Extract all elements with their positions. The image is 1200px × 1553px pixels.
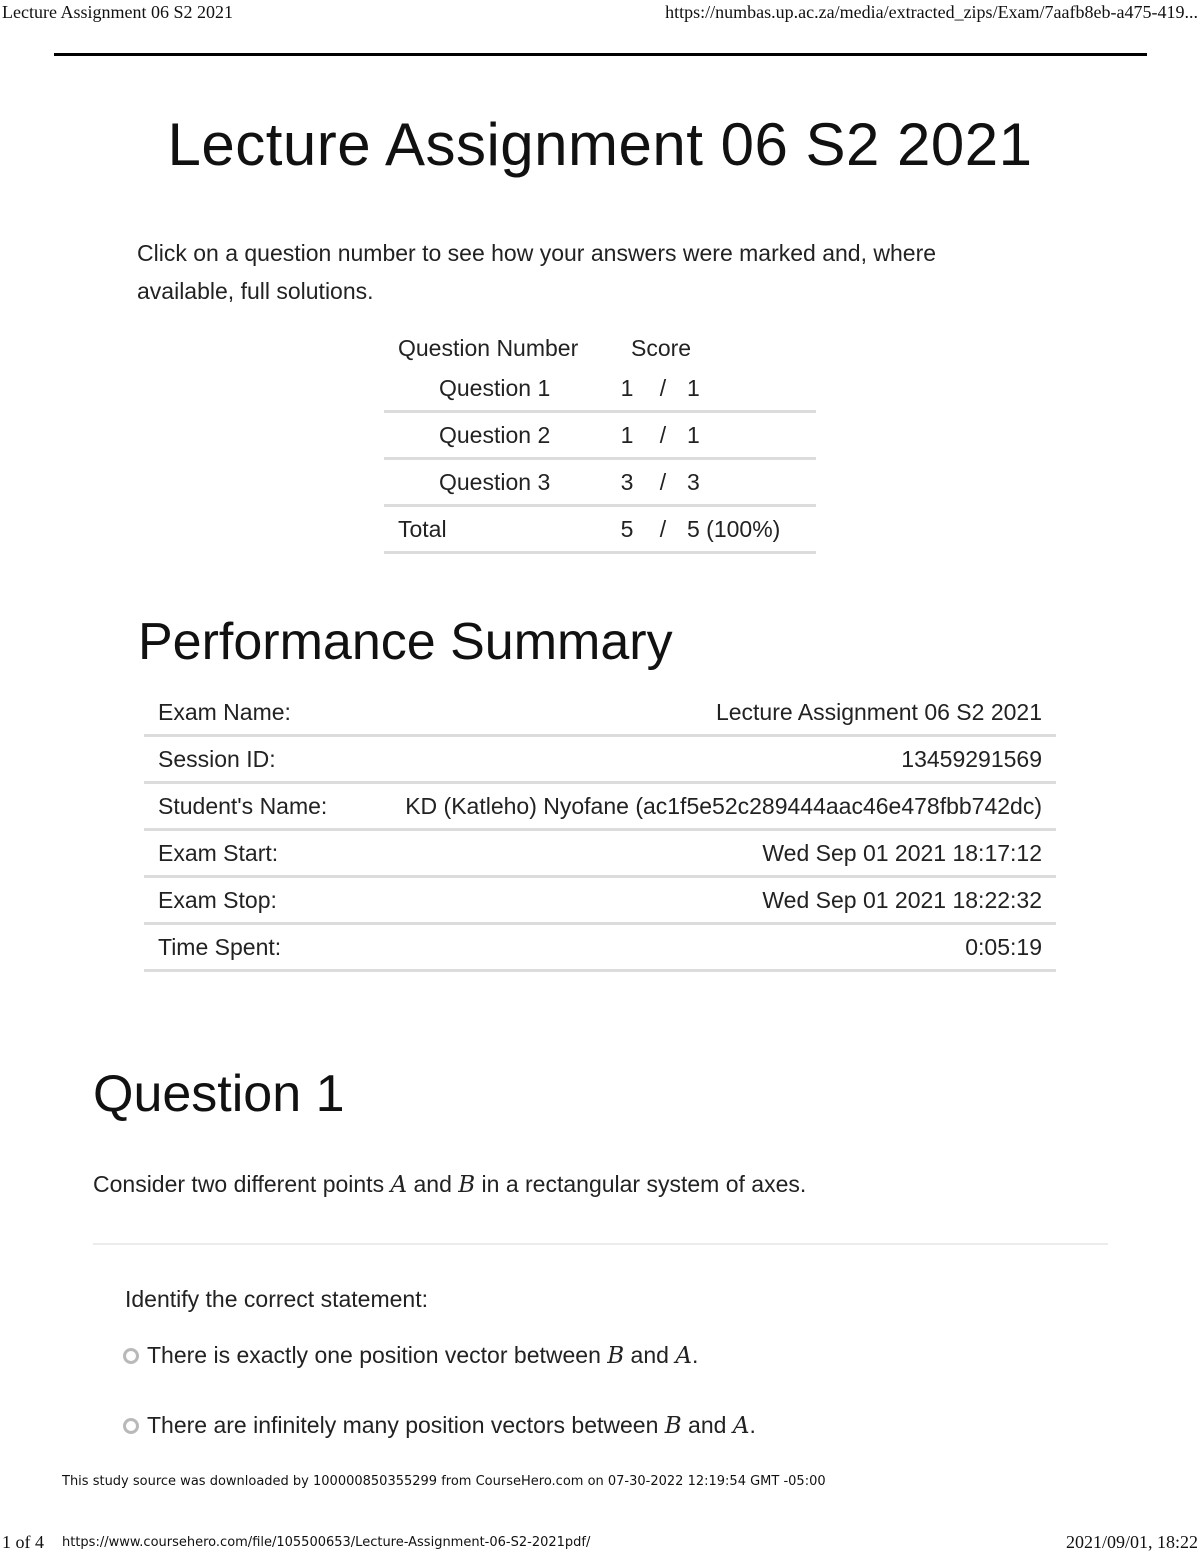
option-text-part: There are infinitely many position vectors between [147, 1412, 665, 1438]
summary-value: KD (Katleho) Nyofane (ac1f5e52c289444aac46e478fbb742dc) [358, 783, 1056, 830]
total-label: Total [384, 506, 609, 553]
question-heading: Question 1 [93, 1065, 345, 1123]
question-statement [93, 1171, 806, 1198]
option-text [147, 1412, 756, 1439]
summary-value: 13459291569 [358, 736, 1056, 783]
score-max: 1 [681, 412, 816, 459]
table-row[interactable] [384, 366, 816, 412]
answer-option[interactable] [123, 1412, 756, 1439]
score-table-header [384, 330, 816, 366]
option-text-part: and [681, 1412, 733, 1438]
radio-button-icon[interactable] [123, 1348, 139, 1364]
total-max: 5 (100%) [681, 506, 816, 553]
question-link-2[interactable]: Question 2 [384, 412, 609, 459]
summary-label: Exam Start: [144, 830, 358, 877]
answer-option[interactable] [123, 1342, 698, 1369]
math-variable: B [607, 1343, 625, 1369]
summary-label: Student's Name: [144, 783, 358, 830]
performance-summary-heading: Performance Summary [138, 613, 673, 671]
score-value: 1 [609, 366, 645, 412]
question-link-1[interactable]: Question 1 [384, 366, 609, 412]
score-separator: / [645, 459, 681, 506]
performance-summary-table [144, 690, 1056, 972]
option-text [147, 1342, 698, 1369]
table-row [144, 736, 1056, 783]
print-header-url: https://numbas.up.ac.za/media/extracted_zips/Exam/7aafb8eb-a475-419... [665, 2, 1198, 22]
column-header-question-number: Question Number [398, 334, 579, 361]
math-variable: B [664, 1413, 682, 1439]
header-divider [54, 53, 1147, 56]
score-separator: / [645, 506, 681, 553]
score-max: 1 [681, 366, 816, 412]
table-row [144, 830, 1056, 877]
summary-value: Wed Sep 01 2021 18:22:32 [358, 877, 1056, 924]
score-value: 1 [609, 412, 645, 459]
score-separator: / [645, 412, 681, 459]
math-variable: A [732, 1413, 750, 1439]
table-row[interactable] [384, 459, 816, 506]
table-row [144, 690, 1056, 736]
print-date: 2021/09/01, 18:22 [1065, 1532, 1198, 1552]
summary-label: Session ID: [144, 736, 358, 783]
total-score: 5 [609, 506, 645, 553]
option-text-part: and [624, 1342, 676, 1368]
score-separator: / [645, 366, 681, 412]
table-row-total [384, 506, 816, 553]
print-header [0, 0, 1200, 30]
math-variable: B [458, 1172, 476, 1198]
math-variable: A [390, 1172, 408, 1198]
question-text-part: in a rectangular system of axes. [475, 1171, 807, 1197]
print-header-title: Lecture Assignment 06 S2 2021 [2, 2, 233, 22]
summary-label: Exam Name: [144, 690, 358, 736]
option-text-part: . [691, 1342, 699, 1368]
score-value: 3 [609, 459, 645, 506]
question-divider [93, 1243, 1108, 1245]
table-row [144, 924, 1056, 971]
column-header-score: Score [631, 334, 692, 361]
print-footer [0, 1532, 1200, 1553]
score-max: 3 [681, 459, 816, 506]
summary-value: Lecture Assignment 06 S2 2021 [358, 690, 1056, 736]
summary-label: Exam Stop: [144, 877, 358, 924]
radio-button-icon[interactable] [123, 1418, 139, 1434]
page-title: Lecture Assignment 06 S2 2021 [167, 111, 1033, 178]
option-text-part: There is exactly one position vector between [147, 1342, 608, 1368]
table-row [144, 877, 1056, 924]
question-link-3[interactable]: Question 3 [384, 459, 609, 506]
table-row[interactable] [384, 412, 816, 459]
question-text-part: and [407, 1171, 459, 1197]
score-table [384, 330, 816, 554]
part-prompt: Identify the correct statement: [125, 1286, 428, 1312]
download-notice: This study source was downloaded by 100000850355299 from CourseHero.com on 07-30-2022 12:19:54 GMT -05:00 [62, 1474, 826, 1489]
intro-text: Click on a question number to see how your answers were marked and, where available, full solutions. [137, 240, 937, 304]
summary-label: Time Spent: [144, 924, 358, 971]
math-variable: A [675, 1343, 692, 1369]
page-number: 1 of 4 [2, 1532, 44, 1552]
option-text-part: . [749, 1412, 756, 1438]
summary-value: 0:05:19 [358, 924, 1056, 971]
summary-value: Wed Sep 01 2021 18:17:12 [358, 830, 1056, 877]
table-row [144, 783, 1056, 830]
question-text-part: Consider two different points [93, 1171, 391, 1197]
footer-url: https://www.coursehero.com/file/105500653/Lecture-Assignment-06-S2-2021pdf/ [62, 1535, 591, 1550]
